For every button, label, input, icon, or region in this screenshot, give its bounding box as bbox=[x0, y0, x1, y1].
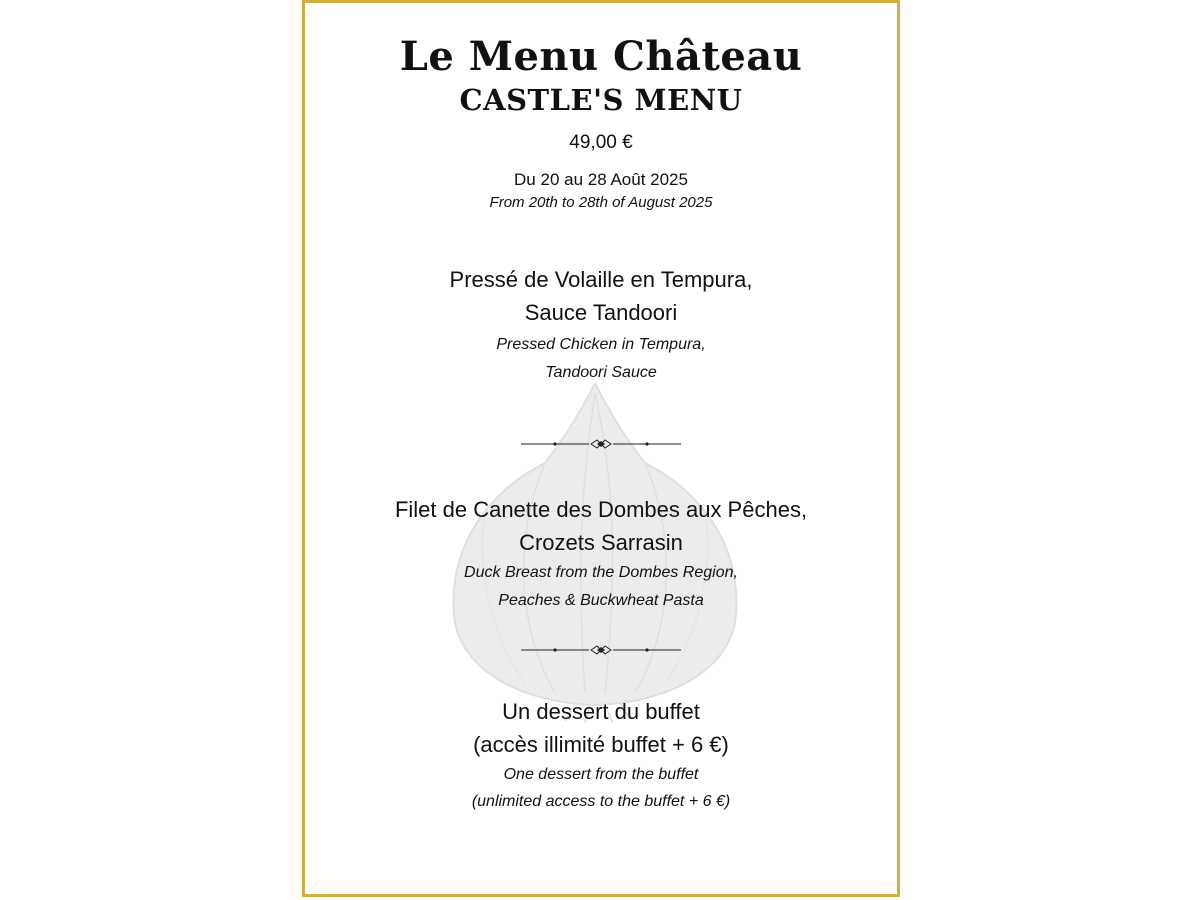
course-en-line: Pressed Chicken in Tempura, bbox=[496, 336, 706, 353]
ornamental-divider-icon bbox=[521, 643, 681, 657]
menu-title: Le Menu Château bbox=[399, 33, 803, 80]
course-en-line: Duck Breast from the Dombes Region, bbox=[464, 564, 738, 581]
menu-dates-fr: Du 20 au 28 Août 2025 bbox=[514, 170, 688, 189]
course-en-line: Tandoori Sauce bbox=[545, 364, 657, 381]
course-fr-line: Pressé de Volaille en Tempura, bbox=[449, 267, 753, 292]
course-fr-line: Un dessert du buffet bbox=[502, 699, 700, 724]
course-dessert bbox=[305, 695, 897, 815]
menu-subtitle: CASTLE'S MENU bbox=[459, 83, 743, 117]
menu-card bbox=[302, 0, 900, 897]
course-fr-line: (accès illimité buffet + 6 €) bbox=[473, 732, 729, 757]
course-fr-line: Sauce Tandoori bbox=[524, 300, 678, 325]
course-fr-line: Filet de Canette des Dombes aux Pêches, bbox=[394, 497, 808, 522]
ornamental-divider-icon bbox=[521, 437, 681, 451]
course-en-line: (unlimited access to the buffet + 6 €) bbox=[471, 793, 731, 810]
menu-price: 49,00 € bbox=[569, 132, 633, 153]
course-starter bbox=[305, 263, 897, 387]
menu-dates-en: From 20th to 28th of August 2025 bbox=[489, 194, 713, 211]
course-en-line: One dessert from the buffet bbox=[503, 766, 699, 783]
menu-content bbox=[305, 3, 897, 815]
course-main bbox=[305, 493, 897, 615]
course-en-line: Peaches & Buckwheat Pasta bbox=[498, 592, 704, 609]
course-fr-line: Crozets Sarrasin bbox=[519, 530, 683, 555]
